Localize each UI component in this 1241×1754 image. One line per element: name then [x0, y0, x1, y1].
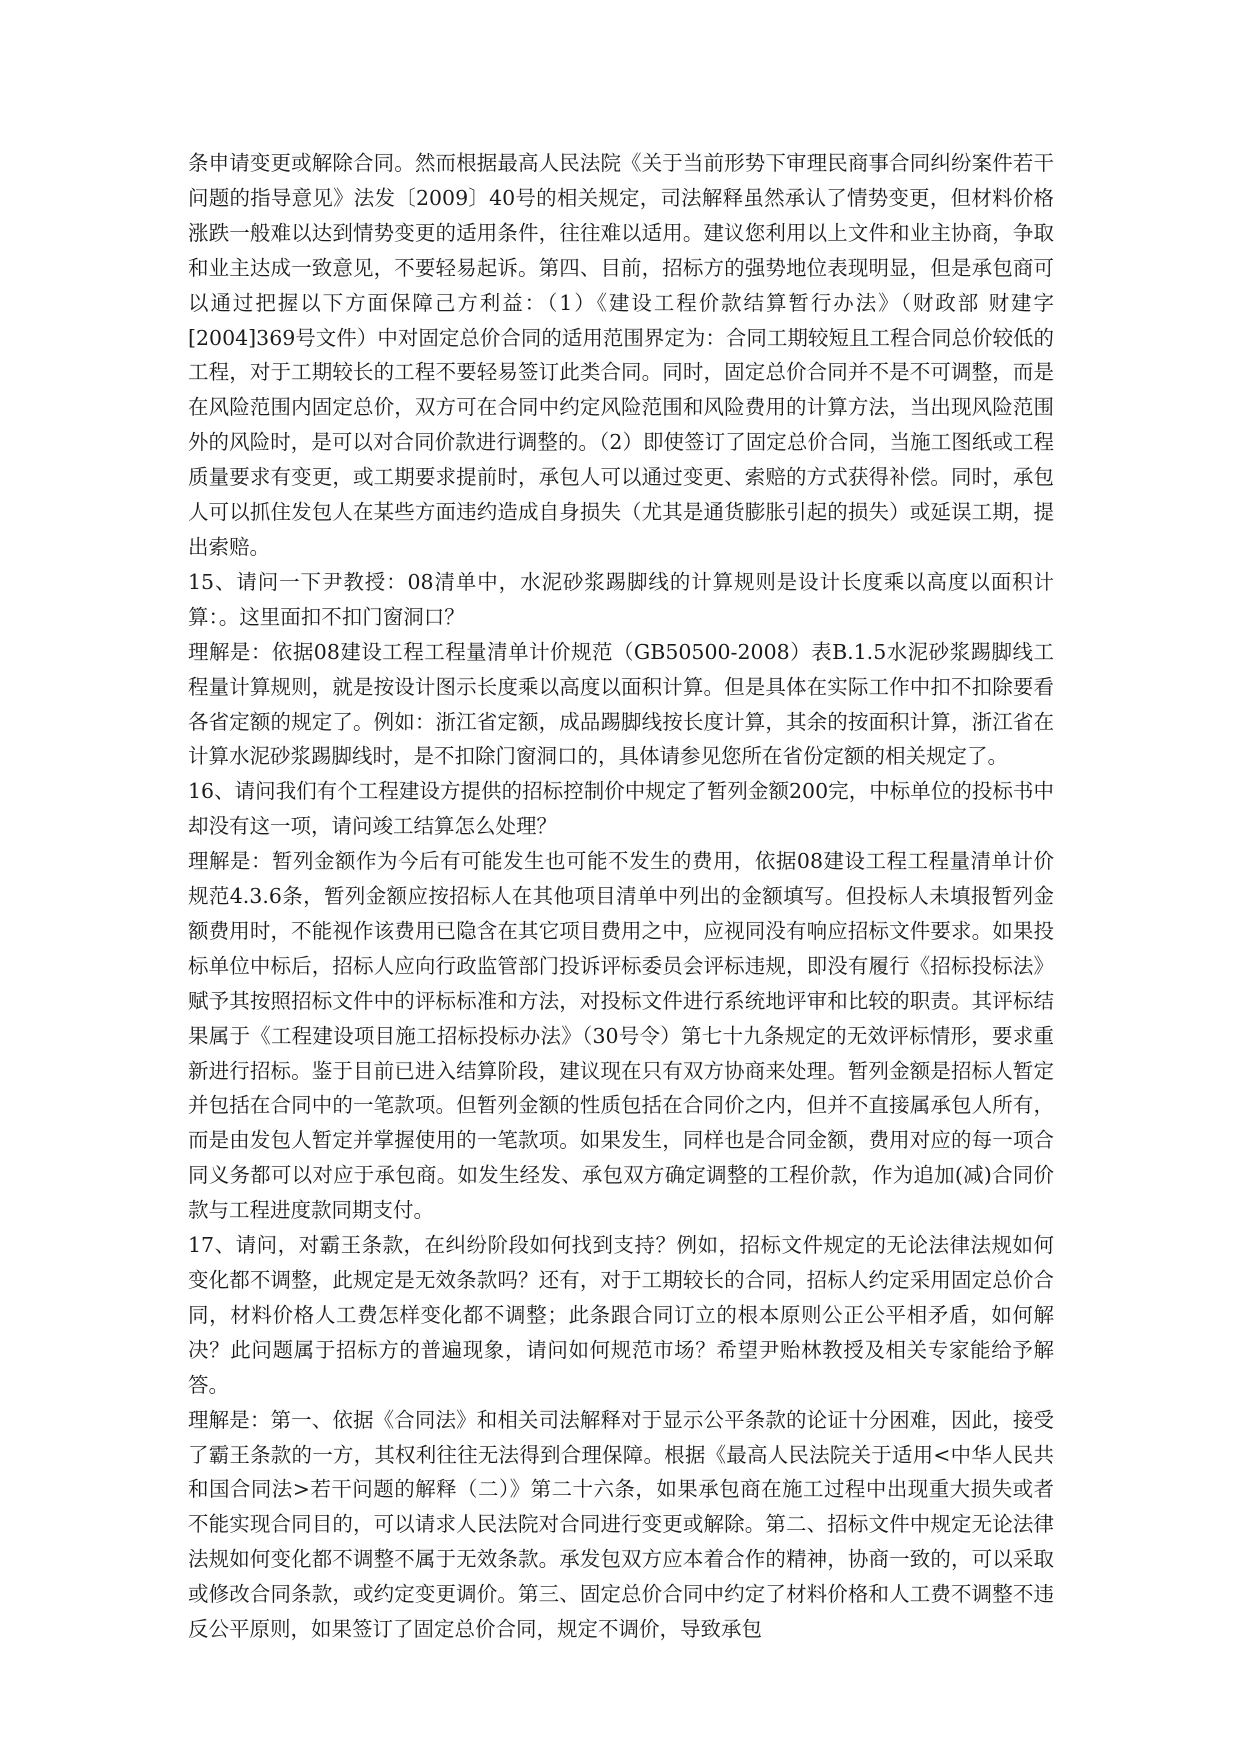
- paragraph-continuation: 条申请变更或解除合同。然而根据最高人民法院《关于当前形势下审理民商事合同纠纷案件若干问题的指导意见》法发〔2009〕40号的相关规定，司法解释虽然承认了情势变更，但材料价格涨跌一般难以达到情势变更的适用条件，往往难以适用。建议您利用以上文件和业主协商，争取和业主达成一致意见，不要轻易起诉。第四、目前，招标方的强势地位表现明显，但是承包商可以通过把握以下方面保障己方利益：（1）《建设工程价款结算暂行办法》（财政部 财建字[2004]369号文件）中对固定总价合同的适用范围界定为：合同工期较短且工程合同总价较低的工程，对于工期较长的工程不要轻易签订此类合同。同时，固定总价合同并不是不可调整，而是在风险范围内固定总价，双方可在合同中约定风险范围和风险费用的计算方法，当出现风险范围外的风险时，是可以对合同价款进行调整的。（2）即使签订了固定总价合同，当施工图纸或工程质量要求有变更，或工期要求提前时，承包人可以通过变更、索赔的方式获得补偿。同时，承包人可以抓住发包人在某些方面违约造成自身损失（尤其是通货膨胀引起的损失）或延误工期，提出索赔。: [188, 151, 1054, 559]
- document-body: [188, 146, 1054, 1647]
- answer-17: 理解是：第一、依据《合同法》和相关司法解释对于显示公平条款的论证十分困难，因此，接受了霸王条款的一方，其权利往往无法得到合理保障。根据《最高人民法院关于适用<中华人民共和国合同法>若干问题的解释（二）》第二十六条，如果承包商在施工过程中出现重大损失或者不能实现合同目的，可以请求人民法院对合同进行变更或解除。第二、招标文件中规定无论法律法规如何变化都不调整不属于无效条款。承发包双方应本着合作的精神，协商一致的，可以采取或修改合同条款，或约定变更调价。第三、固定总价合同中约定了材料价格和人工费不调整不违反公平原则，如果签订了固定总价合同，规定不调价，导致承包: [188, 1407, 1054, 1642]
- question-17: 17、请问，对霸王条款，在纠纷阶段如何找到支持？例如，招标文件规定的无论法律法规如何变化都不调整，此规定是无效条款吗？还有，对于工期较长的合同，招标人约定采用固定总价合同，材料价格人工费怎样变化都不调整；此条跟合同订立的根本原则公正公平相矛盾，如何解决？此问题属于招标方的普遍现象，请问如何规范市场？希望尹贻林教授及相关专家能给予解答。: [188, 1233, 1054, 1397]
- question-15: 15、请问一下尹教授：08清单中，水泥砂浆踢脚线的计算规则是设计长度乘以高度以面积计算：。这里面扣不扣门窗洞口？: [188, 569, 1054, 629]
- answer-15: 理解是：依据08建设工程工程量清单计价规范（GB50500-2008）表B.1.5水泥砂浆踢脚线工程量计算规则，就是按设计图示长度乘以高度以面积计算。但是具体在实际工作中扣不扣除要看各省定额的规定了。例如：浙江省定额，成品踢脚线按长度计算，其余的按面积计算，浙江省在计算水泥砂浆踢脚线时，是不扣除门窗洞口的，具体请参见您所在省份定额的相关规定了。: [188, 639, 1054, 769]
- question-16: 16、请问我们有个工程建设方提供的招标控制价中规定了暂列金额200完，中标单位的投标书中却没有这一项，请问竣工结算怎么处理？: [188, 779, 1054, 839]
- answer-16: 理解是：暂列金额作为今后有可能发生也可能不发生的费用，依据08建设工程工程量清单计价规范4.3.6条，暂列金额应按招标人在其他项目清单中列出的金额填写。但投标人未填报暂列金额费用时，不能视作该费用已隐含在其它项目费用之中，应视同没有响应招标文件要求。如果投标单位中标后，招标人应向行政监管部门投诉评标委员会评标违规，即没有履行《招标投标法》赋予其按照招标文件中的评标标准和方法，对投标文件进行系统地评审和比较的职责。其评标结果属于《工程建设项目施工招标投标办法》（30号令）第七十九条规定的无效评标情形，要求重新进行招标。鉴于目前已进入结算阶段，建议现在只有双方协商来处理。暂列金额是招标人暂定并包括在合同中的一笔款项。但暂列金额的性质包括在合同价之内，但并不直接属承包人所有，而是由发包人暂定并掌握使用的一笔款项。如果发生，同样也是合同金额，费用对应的每一项合同义务都可以对应于承包商。如发生经发、承包双方确定调整的工程价款，作为追加(减)合同价款与工程进度款同期支付。: [188, 849, 1054, 1223]
